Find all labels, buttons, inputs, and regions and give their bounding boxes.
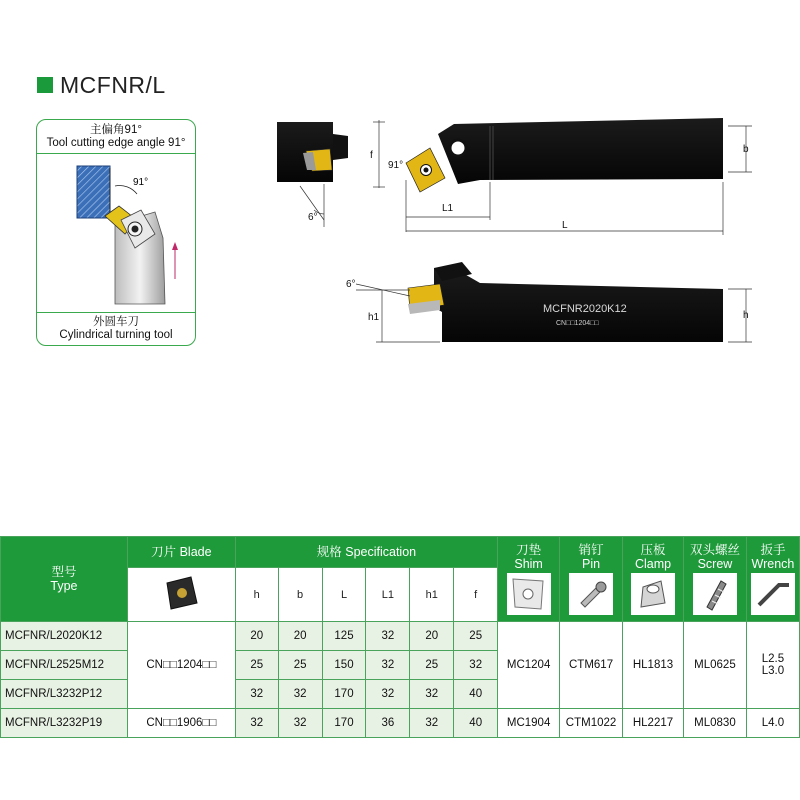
turning-diagram <box>37 154 194 312</box>
side-view <box>346 262 752 342</box>
spec-col-L1: L1 <box>366 568 410 622</box>
table-row: MCFNR/L2020K12 CN□□1204□□ 20 20 125 32 20 25 MC1204 CTM617 HL1813 ML0625 L2.5 L3.0 <box>1 622 800 651</box>
angle-top-label: 91° <box>388 160 404 171</box>
spec-col-L: L <box>322 568 366 622</box>
panel-title-en: Tool cutting edge angle 91° <box>46 137 186 149</box>
header-spec: 规格 Specification <box>235 537 497 568</box>
pin-icon <box>569 573 613 615</box>
tool-drawings <box>260 100 800 360</box>
table-row: MCFNR/L3232P12 32 32 170 32 32 40 <box>1 680 800 709</box>
body-sub-marking: CN□□1204□□ <box>556 320 599 327</box>
end-view <box>277 122 348 227</box>
dim-L1-label: L1 <box>442 203 454 214</box>
wrench-1: L2.5 L3.0 <box>746 622 799 709</box>
pin-1: CTM617 <box>560 622 623 709</box>
table-row: MCFNR/L3232P19 CN□□1906□□ 32 32 170 36 32 40 MC1904 CTM1022 HL2217 ML0830 L4.0 <box>1 709 800 738</box>
cutting-angle-panel <box>36 119 196 346</box>
spec-table <box>0 536 800 738</box>
screw-2: ML0830 <box>683 709 746 738</box>
header-pin: 销钉 Pin <box>560 537 623 622</box>
header-shim: 刀垫 Shim <box>498 537 560 622</box>
blade-image-cell <box>127 568 235 622</box>
blade-insert-icon <box>159 571 203 615</box>
wrench-icon <box>751 573 795 615</box>
spec-col-f: f <box>454 568 498 622</box>
panel-title-cn: 主偏角91° <box>90 124 142 136</box>
shim-1: MC1204 <box>498 622 560 709</box>
pin-2: CTM1022 <box>560 709 623 738</box>
screw-1: ML0625 <box>683 622 746 709</box>
panel-angle-label: 91° <box>133 177 149 188</box>
dim-b-label: b <box>743 144 749 155</box>
title-marker <box>37 77 53 93</box>
top-view <box>370 118 752 235</box>
angle-front-label: 6° <box>346 279 356 290</box>
clamp-1: HL1813 <box>623 622 684 709</box>
screw-icon <box>693 573 737 615</box>
shim-2: MC1904 <box>498 709 560 738</box>
wrench-2: L4.0 <box>746 709 799 738</box>
panel-footer-en: Cylindrical turning tool <box>59 329 173 341</box>
panel-footer-cn: 外圆车刀 <box>93 316 139 328</box>
header-screw: 双头螺丝 Screw <box>683 537 746 622</box>
blade-1204: CN□□1204□□ <box>127 622 235 709</box>
body-marking: MCFNR2020K12 <box>543 303 627 315</box>
dim-L-label: L <box>562 220 568 231</box>
dim-f-label: f <box>370 150 373 161</box>
page-title: MCFNR/L <box>60 72 166 98</box>
header-blade: 刀片 Blade <box>127 537 235 568</box>
spec-col-h: h <box>235 568 278 622</box>
angle-side-label: 6° <box>308 212 318 223</box>
shim-icon <box>507 573 551 615</box>
header-clamp: 压板 Clamp <box>623 537 684 622</box>
header-type: 型号 Type <box>1 537 128 622</box>
clamp-icon <box>631 573 675 615</box>
blade-1906: CN□□1906□□ <box>127 709 235 738</box>
dim-h-label: h <box>743 310 749 321</box>
table-row: MCFNR/L2525M12 25 25 150 32 25 32 <box>1 651 800 680</box>
spec-col-b: b <box>278 568 322 622</box>
header-wrench: 扳手 Wrench <box>746 537 799 622</box>
clamp-2: HL2217 <box>623 709 684 738</box>
spec-col-h1: h1 <box>410 568 454 622</box>
dim-h1-label: h1 <box>368 312 380 323</box>
